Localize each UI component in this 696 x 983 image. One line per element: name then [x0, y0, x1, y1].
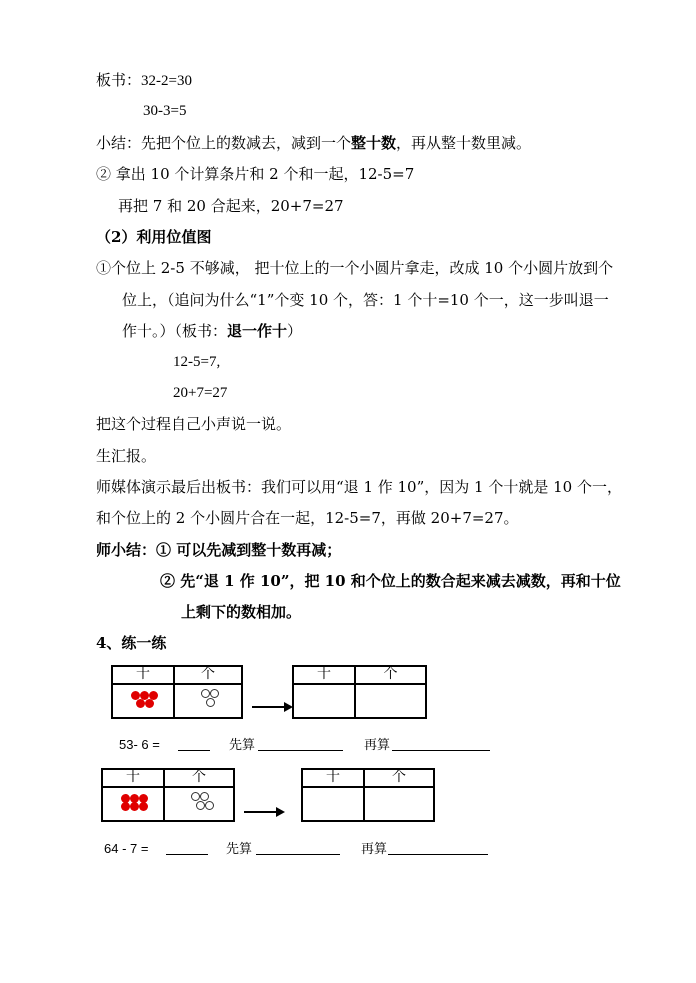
narration-say: 把这个过程自己小声说一说。 [96, 415, 292, 433]
tens-header: 十 [136, 666, 150, 682]
white-disc [205, 801, 214, 810]
blackboard-line-1 [96, 70, 192, 91]
problem-1-target-table [292, 665, 427, 719]
summary-1-suffix: ，再从整十数里减。 [396, 134, 532, 152]
section-2-eq-2: 20+7=27 [173, 385, 228, 401]
red-disc [130, 802, 139, 811]
teacher-summary-point-1: ① 可以先减到整十数再减； [156, 541, 342, 559]
white-disc [210, 689, 219, 698]
section-2-para-line-1: ①个位上 2-5 不够减， 把十位上的一个小圆片拿走，改成 10 个小圆片放到个 [96, 259, 614, 277]
blackboard-eq-2: 30-3=5 [143, 103, 187, 119]
white-disc [200, 792, 209, 801]
problem-2-then-blank[interactable] [388, 854, 488, 855]
step-2-line-2: 再把 7 和 20 合起来，20+7=27 [118, 197, 344, 215]
problem-2-first-label: 先算 [226, 841, 253, 856]
summary-1-bold: 整十数 [351, 134, 397, 152]
problem-2-answer-blank[interactable] [166, 854, 208, 855]
narration-demo-line-2: 和个位上的 2 个小圆片合在一起，12-5=7，再做 20+7=27。 [96, 509, 519, 527]
white-disc [191, 792, 200, 801]
red-disc [139, 802, 148, 811]
problem-1-source-table [111, 665, 243, 719]
problem-2-arrow-icon [242, 805, 286, 819]
blackboard-label: 板书： [96, 71, 142, 89]
arrow-head [276, 807, 285, 817]
narration-demo-line-1: 师媒体演示最后出板书：我们可以用“退 1 作 10”，因为 1 个十就是 10 个一， [96, 478, 622, 496]
section-2-para-line-2: 位上，（追问为什么“1”个变 10 个，答：1 个十=10 个一，这一步叫退一 [122, 291, 609, 309]
summary-1-prefix: 小结：先把个位上的数减去，减到一个 [96, 134, 352, 152]
section-2-para-line-3-suffix: ） [287, 322, 303, 340]
problem-1-then-blank[interactable] [392, 750, 490, 751]
problem-2-equation: 64 - 7 = [104, 841, 149, 856]
white-disc [201, 689, 210, 698]
problem-1-first-blank[interactable] [258, 750, 343, 751]
tens-header: 十 [126, 769, 140, 785]
red-disc [136, 699, 145, 708]
ones-header: 个 [383, 666, 398, 682]
ones-header: 个 [201, 666, 215, 682]
step-2-line-1: ② 拿出 10 个计算条片和 2 个和一起，12-5=7 [96, 165, 415, 183]
section-2-para-line-3-prefix: 作十。）（板书： [122, 322, 228, 340]
problem-1-equation: 53- 6 = [119, 737, 160, 752]
red-disc [121, 802, 130, 811]
tens-header: 十 [317, 666, 331, 682]
red-disc [145, 699, 154, 708]
section-2-para-line-3-bold: 退一作十 [227, 322, 288, 340]
section-2-para-line-3 [122, 321, 302, 341]
tens-header: 十 [326, 769, 340, 785]
problem-1-then-label: 再算 [364, 737, 391, 752]
problem-1-first-label: 先算 [229, 737, 256, 752]
narration-report: 生汇报。 [96, 447, 157, 465]
practice-heading: 4、练一练 [96, 634, 167, 652]
section-2-heading: （2）利用位值图 [96, 228, 212, 246]
teacher-summary-label: 师小结： [96, 541, 157, 559]
problem-2-source-table [101, 768, 235, 822]
blackboard-eq-1: 32-2=30 [141, 73, 192, 89]
teacher-summary-point-2-line-2: 上剩下的数相加。 [181, 603, 302, 621]
problem-2-then-label: 再算 [361, 841, 388, 856]
problem-2-first-blank[interactable] [256, 854, 340, 855]
problem-1-answer-blank[interactable] [178, 750, 210, 751]
problem-1-arrow-icon [250, 700, 294, 714]
section-2-eq-1: 12-5=7, [173, 354, 221, 370]
white-disc [206, 698, 215, 707]
teacher-summary-line-1 [96, 540, 341, 560]
summary-1 [96, 133, 531, 153]
teacher-summary-point-2-line-1: ② 先“退 1 作 10”，把 10 和个位上的数合起来减去减数，再和十位 [160, 572, 621, 590]
ones-header: 个 [392, 769, 406, 785]
ones-header: 个 [192, 769, 206, 785]
problem-2-target-table [301, 768, 435, 822]
white-disc [196, 801, 205, 810]
